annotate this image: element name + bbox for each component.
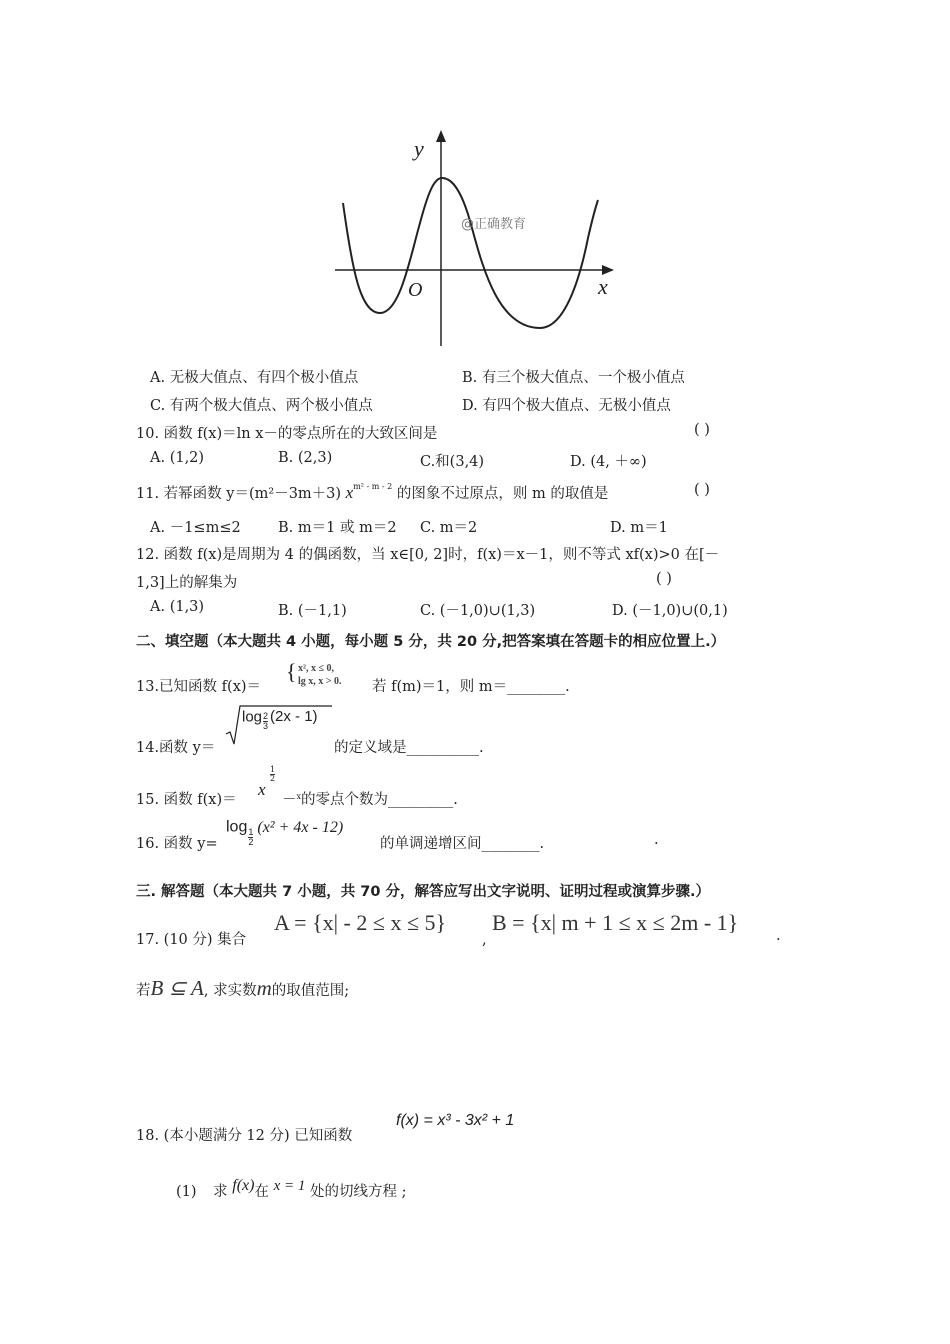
q15-tail: 的零点个数为_________. xyxy=(301,792,458,808)
q10-option-c: C.和(3,4) xyxy=(420,454,485,470)
q16-base-den: 2 xyxy=(248,837,254,847)
q10-option-d: D. (4, ＋∞) xyxy=(570,454,647,470)
q11-stem-post: 的图象不过原点，则 m 的取值是 xyxy=(396,486,609,502)
q15-stem-post xyxy=(282,788,458,809)
q15-base: x xyxy=(258,780,266,799)
q10-stem: 10. 函数 f(x)＝ln x－的零点所在的大致区间是 xyxy=(136,426,438,442)
q16-dot: . xyxy=(654,832,659,848)
q11-stem xyxy=(136,482,608,503)
q17-comma: , xyxy=(482,932,487,948)
q16-log-base xyxy=(248,828,253,847)
q11-stem-pre: 11. 若幂函数 y＝(m²－3m＋3) xyxy=(136,486,342,502)
q14-base-den: 3 xyxy=(263,721,269,731)
function-graph xyxy=(330,128,620,350)
q12-answer-paren: ( ) xyxy=(656,571,672,587)
q15-exp-den: 2 xyxy=(270,774,276,783)
q10-option-a: A. (1,2) xyxy=(150,450,205,466)
q9-option-b: B. 有三个极大值点、一个极小值点 xyxy=(462,370,685,386)
q14-stem-post: 的定义域是__________. xyxy=(334,740,484,756)
q14-arg: (2x - 1) xyxy=(270,708,318,726)
watermark: @正确教育 xyxy=(461,217,527,232)
q16-log-expr xyxy=(226,818,344,847)
q12-option-d: D. (－1,0)∪(0,1) xyxy=(612,603,728,619)
q14-stem-pre: 14.函数 y＝ xyxy=(136,740,216,756)
q12-option-a: A. (1,3) xyxy=(150,599,205,615)
q18-sub1-f: f(x) xyxy=(232,1177,255,1194)
q16-arg: (x² + 4x - 12) xyxy=(257,818,344,836)
q18-sub1-num: (1) xyxy=(176,1184,197,1200)
section2-heading: 二、填空题（本大题共 4 小题，每小题 5 分，共 20 分,把答案填在答题卡的相应位置上.） xyxy=(136,634,726,650)
q15-exponent xyxy=(270,766,275,783)
q17-condition: B ⊆ A xyxy=(150,976,204,1000)
y-axis-arrow xyxy=(436,130,446,142)
q17-set-b: B = {x| m + 1 ≤ x ≤ 2m - 1} xyxy=(492,910,739,935)
section3-heading: 三. 解答题（本大题共 7 小题，共 70 分，解答应写出文字说明、证明过程或演算步骤.） xyxy=(136,884,711,900)
q18-sub1-at: 在 xyxy=(254,1184,269,1200)
q12-option-b: B. (－1,1) xyxy=(278,603,347,619)
q18-sub1-x: x = 1 xyxy=(273,1178,306,1194)
q11-option-c: C. m＝2 xyxy=(420,520,478,536)
q13-brace: { xyxy=(286,659,297,684)
q9-option-a: A. 无极大值点、有四个极小值点 xyxy=(150,370,359,386)
q9-option-c: C. 有两个极大值点、两个极小值点 xyxy=(150,398,373,414)
q17-var-m: m xyxy=(256,976,272,1000)
q11-option-b: B. m＝1 或 m＝2 xyxy=(278,520,397,536)
q15-x: x xyxy=(296,792,302,801)
q14-log-base xyxy=(263,712,268,731)
q13-case1: x², x ≤ 0, xyxy=(298,663,334,674)
q10-answer-paren: ( ) xyxy=(694,422,710,438)
q16-base-num: 1 xyxy=(248,827,254,837)
q17-period: . xyxy=(776,928,781,944)
q10-option-b: B. (2,3) xyxy=(278,450,333,466)
q11-option-a: A. －1≤m≤2 xyxy=(150,520,241,536)
q17-line2 xyxy=(136,976,349,1001)
q12-option-c: C. (－1,0)∪(1,3) xyxy=(420,603,536,619)
q18-sub1-tail: 处的切线方程 ; xyxy=(309,1184,407,1200)
q13-stem-pre: 13.已知函数 f(x)＝ xyxy=(136,679,262,695)
q9-option-d: D. 有四个极大值点、无极小值点 xyxy=(462,398,671,414)
q18-sub1-find: 求 xyxy=(213,1184,228,1200)
q11-base: x xyxy=(345,483,354,502)
q16-log: log xyxy=(226,818,248,836)
origin-label: O xyxy=(408,279,423,301)
q11-option-d: D. m＝1 xyxy=(610,520,668,536)
q17-find: , 求实数 xyxy=(203,983,257,999)
q13-stem-post: 若 f(m)＝1，则 m＝________. xyxy=(372,679,570,695)
q18-function: f(x) = x³ - 3x² + 1 xyxy=(396,1112,515,1129)
y-axis-label: y xyxy=(414,136,424,161)
q17-stem-pre: 17. (10 分) 集合 xyxy=(136,932,247,948)
q11-answer-paren: ( ) xyxy=(694,482,710,498)
q15-minus: － xyxy=(282,792,297,808)
function-curve xyxy=(343,178,598,328)
q13-case2: lg x, x > 0. xyxy=(298,676,342,687)
q12-line1: 12. 函数 f(x)是周期为 4 的偶函数，当 x∈[0, 2]时，f(x)＝x－1，则不等式 xf(x)>0 在[－ xyxy=(136,547,720,563)
q18-sub1 xyxy=(176,1177,407,1201)
q11-exponent: m² - m - 2 xyxy=(353,482,393,491)
q15-exp-num: 1 xyxy=(270,765,276,774)
x-axis-label: x xyxy=(598,274,608,299)
q12-line2: 1,3]上的解集为 xyxy=(136,575,238,591)
q14-base-num: 2 xyxy=(263,711,269,721)
q17-if: 若 xyxy=(136,983,151,999)
q15-stem-pre: 15. 函数 f(x)＝ xyxy=(136,792,237,808)
q14-log: log xyxy=(242,708,263,726)
q18-stem-pre: 18. (本小题满分 12 分) 已知函数 xyxy=(136,1128,353,1144)
q14-log-expr xyxy=(242,708,318,731)
q16-stem-post: 的单调递增区间________. xyxy=(380,836,545,852)
q17-tail: 的取值范围; xyxy=(271,983,350,999)
q17-set-a: A = {x| - 2 ≤ x ≤ 5} xyxy=(274,910,447,935)
q16-stem-pre: 16. 函数 y= xyxy=(136,836,218,852)
